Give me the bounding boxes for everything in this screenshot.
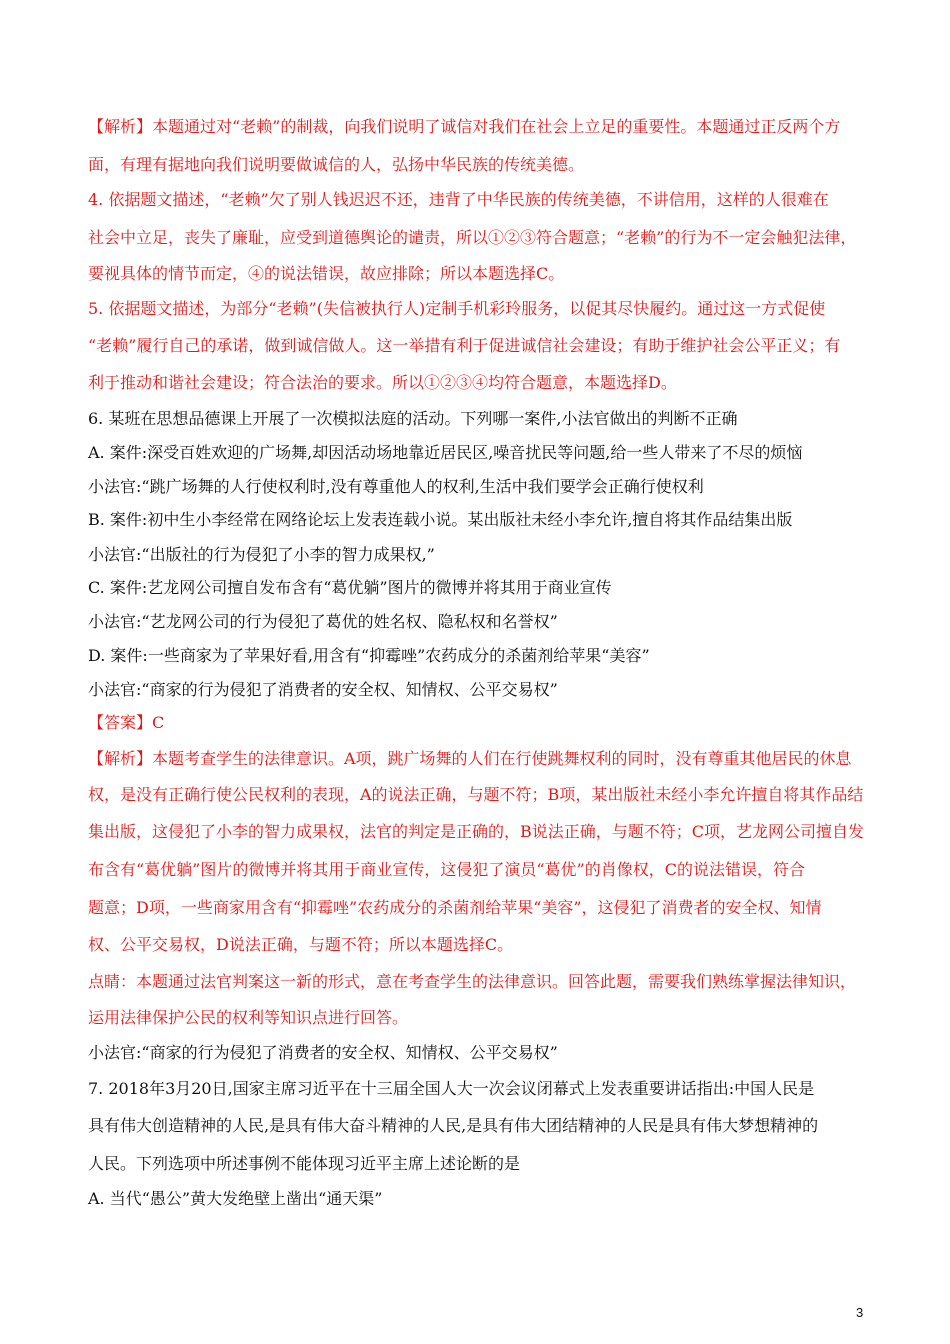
- question-7-line-2: 具有伟大创造精神的人民,是具有伟大奋斗精神的人民,是具有伟大团结精神的人民是具有伟大梦想精神的: [88, 1116, 819, 1135]
- question-6-option-d: D. 案件:一些商家为了苹果好看,用含有“抑霉唑”农药成分的杀菌剂给苹果“美容”: [88, 646, 650, 665]
- question-7-line-1: 7. 2018年3月20日,国家主席习近平在十三届全国人大一次会议闭幕式上发表重要讲话指出:中国人民是: [88, 1079, 815, 1098]
- question-6-judge-d: 小法官:“商家的行为侵犯了消费者的安全权、知情权、公平交易权”: [88, 680, 558, 699]
- page-number: 3: [856, 1305, 864, 1320]
- analysis-6-line-2: 权，是没有正确行使公民权利的表现，A的说法正确，与题不符；B项，某出版社未经小李允许擅自将其作品结: [88, 785, 864, 804]
- answer-5-line-3: 利于推动和谐社会建设；符合法治的要求。所以①②③④均符合题意，本题选择D。: [88, 373, 677, 392]
- analysis-6-line-6: 权、公平交易权，D说法正确，与题不符；所以本题选择C。: [88, 935, 514, 954]
- question-7-line-3: 人民。下列选项中所述事例不能体现习近平主席上述论断的是: [88, 1154, 521, 1173]
- answer-5-line-1: 5. 依据题文描述，为部分“老赖”(失信被执行人)定制手机彩玲服务，以促其尽快履约。通过这一方式促使: [88, 299, 826, 318]
- comment-line-1: 点睛：本题通过法官判案这一新的形式，意在考查学生的法律意识。回答此题，需要我们熟练掌握法律知识，: [88, 972, 857, 991]
- answer-6: 【答案】C: [88, 713, 165, 732]
- question-6-option-b: B. 案件:初中生小李经常在网络论坛上发表连载小说。某出版社未经小李允许,擅自将其作品结集出版: [88, 510, 793, 529]
- analysis-6-line-4: 布含有“葛优躺”图片的微博并将其用于商业宣传，这侵犯了演员“葛优”的肖像权，C的说法错误，符合: [88, 860, 805, 879]
- analysis-line-1: 【解析】本题通过对“老赖”的制裁，向我们说明了诚信对我们在社会上立足的重要性。本题通过正反两个方: [88, 117, 841, 136]
- answer-4-line-2: 社会中立足，丧失了廉耻，应受到道德舆论的谴责，所以①②③符合题意；“老赖”的行为不一定会触犯法律，: [88, 228, 857, 247]
- answer-5-line-2: “老赖”履行自己的承诺，做到诚信做人。这一举措有利于促进诚信社会建设；有助于维护社会公平正义；有: [88, 336, 841, 355]
- analysis-line-2: 面，有理有据地向我们说明要做诚信的人，弘扬中华民族的传统美德。: [88, 155, 585, 174]
- comment-line-2: 运用法律保护公民的权利等知识点进行回答。: [88, 1008, 409, 1027]
- repeated-judge-d: 小法官:“商家的行为侵犯了消费者的安全权、知情权、公平交易权”: [88, 1043, 558, 1062]
- question-6-option-c: C. 案件:艺龙网公司擅自发布含有“葛优躺”图片的微博并将其用于商业宣传: [88, 578, 612, 597]
- analysis-6-line-1: 【解析】本题考查学生的法律意识。A项，跳广场舞的人们在行使跳舞权利的同时，没有尊重其他居民的休息: [88, 749, 852, 768]
- question-6-option-a: A. 案件:深受百姓欢迎的广场舞,却因活动场地靠近居民区,噪音扰民等问题,给一些人带来了不尽的烦恼: [88, 443, 803, 462]
- answer-4-line-1: 4. 依据题文描述，“老赖”欠了别人钱迟迟不还，违背了中华民族的传统美德，不讲信用，这样的人很难在: [88, 190, 829, 209]
- question-6-judge-c: 小法官:“艺龙网公司的行为侵犯了葛优的姓名权、隐私权和名誉权”: [88, 612, 558, 631]
- question-7-option-a: A. 当代“愚公”黄大发绝壁上凿出“通天渠”: [88, 1189, 383, 1208]
- question-6-judge-a: 小法官:“跳广场舞的人行使权利时,没有尊重他人的权利,生活中我们要学会正确行使权利: [88, 477, 704, 496]
- analysis-6-line-3: 集出版，这侵犯了小李的智力成果权，法官的判定是正确的，B说法正确，与题不符；C项，艺龙网公司擅自发: [88, 822, 865, 841]
- question-6-stem: 6. 某班在思想品德课上开展了一次模拟法庭的活动。下列哪一案件,小法官做出的判断不正确: [88, 409, 738, 428]
- analysis-6-line-5: 题意；D项，一些商家用含有“抑霉唑”农药成分的杀菌剂给苹果“美容”，这侵犯了消费者的安全权、知情: [88, 898, 822, 917]
- answer-4-line-3: 要视具体的情节而定，④的说法错误，故应排除；所以本题选择C。: [88, 264, 565, 283]
- question-6-judge-b: 小法官:“出版社的行为侵犯了小李的智力成果权,”: [88, 545, 435, 564]
